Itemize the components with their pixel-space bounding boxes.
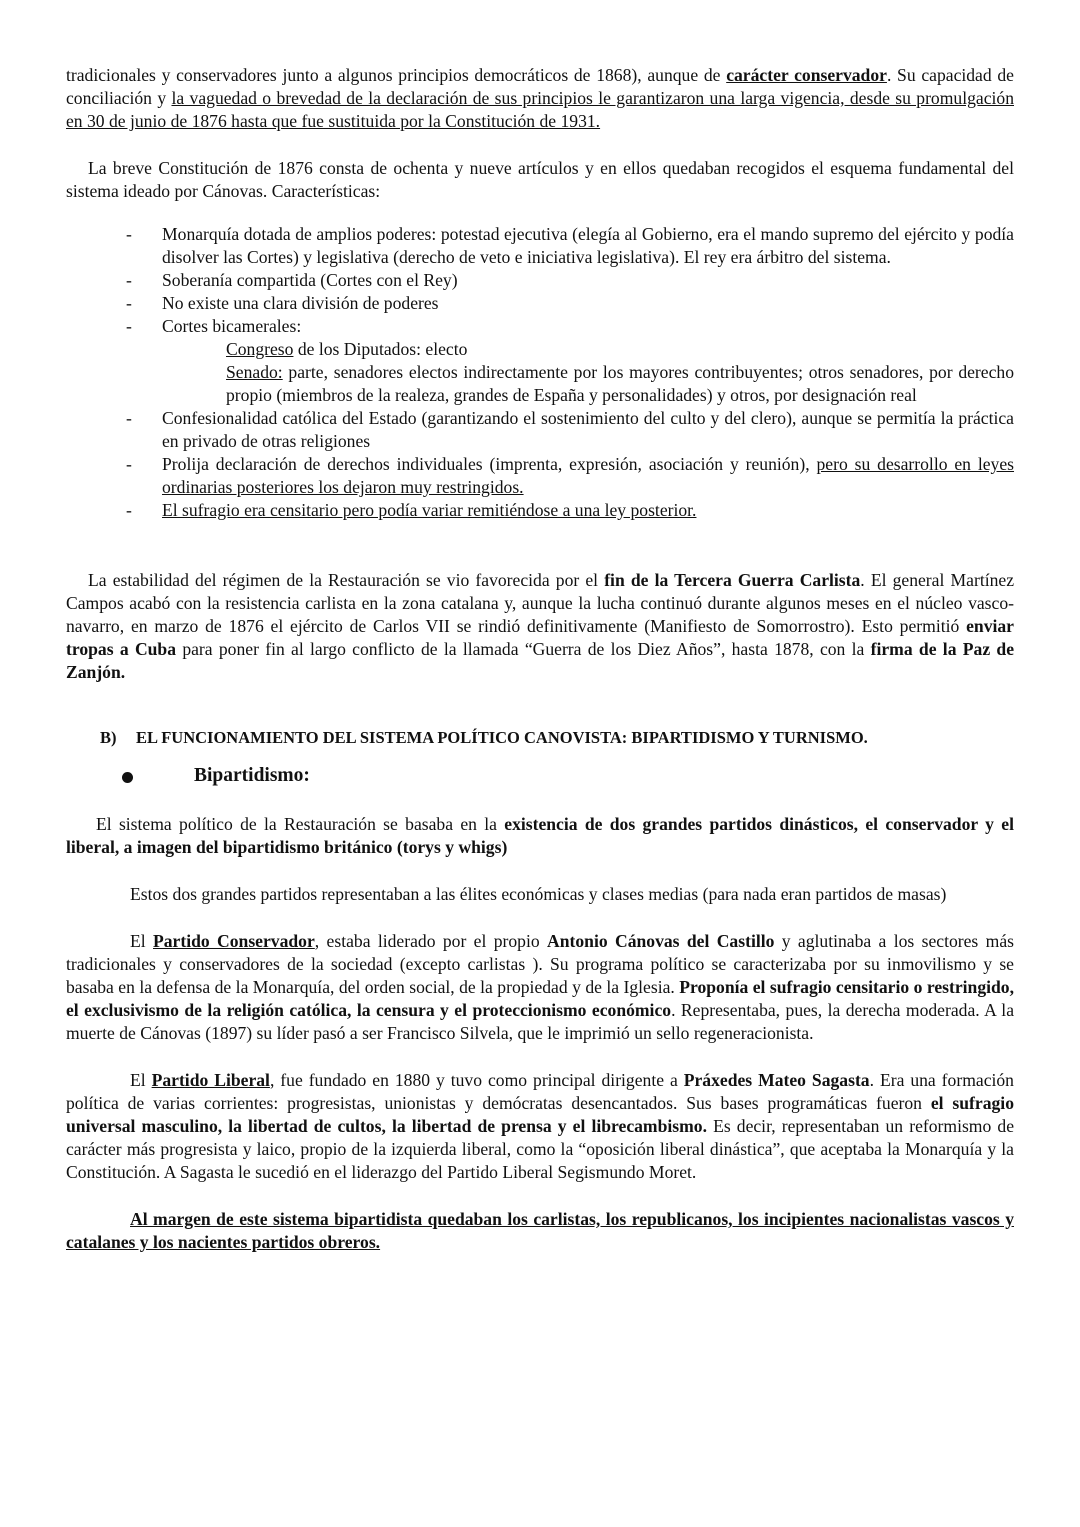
dash-marker: - [126, 500, 132, 520]
paragraph-constitution-1876: La breve Constitución de 1876 consta de ochenta y nueve artículos y en ellos quedaban recogidos el esquema fundamental del sistema ideado por Cánovas. Características: [66, 158, 1014, 201]
bold-text: firma de la Paz de Zanjón. [66, 639, 1015, 682]
bold-text: Antonio Cánovas del Castillo [547, 931, 775, 951]
text: para poner fin al largo conflicto de la llamada “Guerra de los Diez Años”, hasta 1878, con la [176, 639, 871, 659]
text: La estabilidad del régimen de la Restauración se vio favorecida por el [88, 570, 605, 590]
dash-marker: - [126, 224, 132, 244]
bold-underlined-text: Al margen de este sistema bipartidista quedaban los carlistas, los republicanos, los incipientes nacionalistas vascos y catalanes y los nacientes partidos obreros. [66, 1209, 1014, 1252]
list-item [66, 453, 1014, 499]
senado-label: Senado: [226, 362, 283, 382]
text: , fue fundado en 1880 y tuvo como principal dirigente a [269, 1070, 684, 1090]
list-item [66, 223, 1014, 269]
underlined-text: El sufragio era censitario pero podía variar remitiéndose a una ley posterior. [162, 500, 697, 520]
bold-text: existencia de dos grandes partidos dinásticos, el conservador y el liberal, a imagen del bipartidismo británico (torys y whigs) [66, 814, 1014, 857]
bullet-dot-icon [122, 772, 133, 783]
list-item-text: Cortes bicamerales: [162, 316, 302, 336]
paragraph-constitution-intro [66, 64, 1014, 133]
bold-text: Proponía el sufragio censitario o restringido, el exclusivismo de la religión católica, la censura y el proteccionismo económico [66, 977, 1014, 1020]
bold-text: Práxedes Mateo Sagasta [683, 1070, 870, 1090]
list-item-text: Monarquía dotada de amplios poderes: potestad ejecutiva (elegía al Gobierno, era el mando supremo del ejército y podía disolver las Cortes) y legislativa (derecho de veto e iniciativa legislativa). El rey era árbitro del sistema. [162, 224, 1014, 267]
paragraph-elites: Estos dos grandes partidos representaban a las élites económicas y clases medias (para nada eran partidos de masas) [130, 884, 947, 904]
dash-marker: - [126, 316, 132, 336]
underlined-text: pero su desarrollo en leyes ordinarias posteriores los dejaron muy restringidos. [162, 454, 1015, 497]
dash-marker: - [126, 408, 132, 428]
text: tradicionales y conservadores junto a algunos principios democráticos de 1868), aunque de [66, 65, 727, 85]
section-label: B) [100, 728, 117, 747]
list-item [66, 407, 1014, 453]
subheading-bipartidismo [66, 763, 1014, 789]
emphasis-caracter-conservador: carácter conservador [726, 65, 887, 85]
paragraph-al-margen [66, 1208, 1014, 1254]
list-item [66, 292, 1014, 315]
list-item [66, 269, 1014, 292]
section-heading-b [66, 726, 1014, 749]
paragraph-sistema-politico [66, 813, 1014, 859]
list-item-text: Prolija declaración de derechos individuales (imprenta, expresión, asociación y reunión), [162, 454, 817, 474]
paragraph-tercera-guerra-carlista [66, 569, 1014, 684]
paragraph-partido-conservador [66, 930, 1014, 1045]
list-item [66, 315, 1014, 338]
text: El [130, 931, 153, 951]
underlined-text: la vaguedad o brevedad de la declaración de sus principios le garantizaron una larga vigencia, desde su promulgación en 30 de junio de 1876 hasta que fue sustituida por la Constitución de 1931. [66, 88, 1014, 131]
text: . Su capacidad de conciliación y [66, 65, 1014, 108]
list-item-text: No existe una clara división de poderes [162, 293, 439, 313]
dash-marker: - [126, 270, 132, 290]
characteristics-list [66, 223, 1014, 338]
bold-text: enviar tropas a Cuba [66, 616, 1014, 659]
subheading-text: Bipartidismo: [194, 765, 310, 786]
text: Es decir, representaban un reformismo de carácter más progresista y laico, propio de la izquierda liberal, como la “oposición liberal dinástica”, que aceptaba la Monarquía y la Constitución. A Sagasta le sucedió en el liderazgo del Partido Liberal Segismundo Moret. [66, 1116, 1015, 1182]
partido-liberal-label: Partido Liberal [151, 1070, 270, 1090]
partido-conservador-label: Partido Conservador [153, 931, 315, 951]
bold-text: fin de la Tercera Guerra Carlista [604, 570, 861, 590]
text: El sistema político de la Restauración se basaba en la [96, 814, 505, 834]
text: . Era una formación política de varias corrientes: progresistas, unionistas y demócratas desencantados. Sus bases programáticas fueron [66, 1070, 1014, 1113]
list-item [66, 499, 1014, 522]
senado-text: parte, senadores electos indirectamente por los mayores contribuyentes; otros senadores, por derecho propio (miembros de la realeza, grandes de España y personalidades) y otros, por designación real [226, 362, 1014, 405]
text: . Representaba, pues, la derecha moderada. A la muerte de Cánovas (1897) su líder pasó a ser Francisco Silvela, que le imprimió un sello regeneracionista. [66, 1000, 1015, 1043]
list-item-text: Confesionalidad católica del Estado (garantizando el sostenimiento del culto y del clero), aunque se permitía la práctica en privado de otras religiones [162, 408, 1014, 451]
characteristics-list-continued [66, 407, 1014, 522]
section-title: EL FUNCIONAMIENTO DEL SISTEMA POLÍTICO CANOVISTA: BIPARTIDISMO Y TURNISMO. [136, 728, 868, 747]
text: . El general Martínez Campos acabó con la resistencia carlista en la zona catalana y, aunque la lucha continuó durante algunos meses en el núcleo vasco-navarro, en marzo de 1876 el ejército de Carlos VII se rindió definitivamente (Manifiesto de Somorrostro). Esto permitió [66, 570, 1015, 636]
dash-marker: - [126, 454, 132, 474]
sublist-congreso [66, 338, 1014, 361]
list-item-text: Soberanía compartida (Cortes con el Rey) [162, 270, 458, 290]
sublist-senado [66, 361, 1014, 407]
paragraph-partido-liberal [66, 1069, 1014, 1184]
congreso-label: Congreso [226, 339, 294, 359]
text: El [130, 1070, 152, 1090]
dash-marker: - [126, 293, 132, 313]
text: , estaba liderado por el propio [314, 931, 548, 951]
congreso-text: de los Diputados: electo [293, 339, 468, 359]
text: y aglutinaba a los sectores más tradicionales y conservadores de la sociedad (excepto carlistas ). Su programa político se caracterizaba por su inmovilismo y se basaba en la defensa de la Monarquía, del orden social, de la propiedad y de la Iglesia. [66, 931, 1014, 997]
bold-text: el sufragio universal masculino, la libertad de cultos, la libertad de prensa y el librecambismo. [66, 1093, 1014, 1136]
